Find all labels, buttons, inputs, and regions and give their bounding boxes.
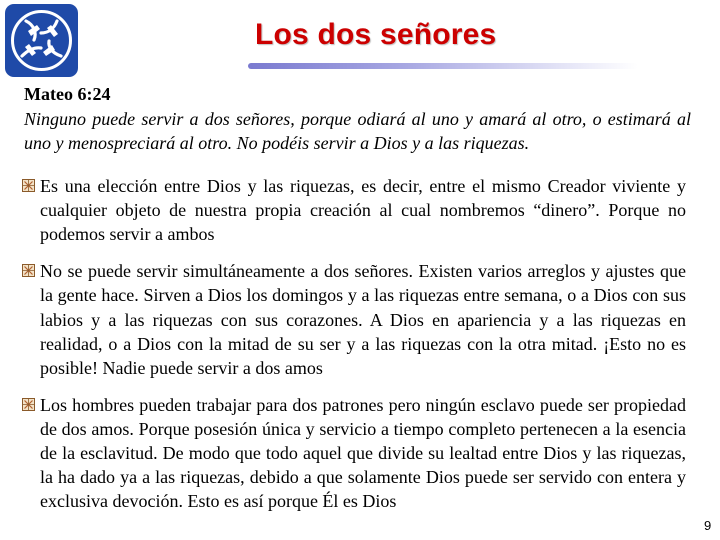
bullet-list	[22, 174, 686, 526]
slide-title: Los dos señores	[255, 18, 497, 51]
title-underline-bar	[248, 63, 638, 69]
bullet-item	[22, 259, 686, 380]
bullet-text: No se puede servir simultáneamente a dos señores. Existen varios arreglos y ajustes que la gente hace. Sirven a Dios los domingos y a las riquezas entre semana, o a Dios con sus labios y a las riquezas con sus corazones. A Dios en apariencia y a las riquezas en realidad, o a Dios con la mitad de su ser y a las riquezas con la otra mitad. ¡Esto no es posible! Nadie puede servir a dos amos	[40, 261, 686, 378]
square-bullet-icon	[22, 398, 35, 411]
hands-circle-logo-icon	[4, 3, 79, 78]
page-number: 9	[704, 518, 712, 533]
bullet-text: Los hombres pueden trabajar para dos patrones pero ningún esclavo puede ser propiedad de dos amos. Porque posesión única y servicio a tiempo completo pertenecen a la esencia de la esclavitud. De modo que todo aquel que divide su lealtad entre Dios y las riquezas, la ha dado ya a las riquezas, debido a que solamente Dios puede ser servido con entera y exclusiva devoción. Esto es así porque Él es Dios	[40, 394, 686, 512]
bullet-item	[22, 393, 686, 514]
bullet-text: Es una elección entre Dios y las riquezas, es decir, entre el mismo Creador viviente y cualquier objeto de nuestra propia creación al cual nombremos “dinero”. Porque no podemos servir a ambos	[40, 176, 686, 245]
bullet-item	[22, 174, 686, 247]
scripture-reference: Mateo 6:24	[24, 84, 111, 104]
square-bullet-icon	[22, 264, 35, 277]
scripture-quote: Ninguno puede servir a dos señores, porque odiará al uno y amará al otro, o estimará al uno y menospreciará al otro. No podéis servir a Dios y a las riquezas.	[24, 109, 691, 153]
square-bullet-icon	[22, 179, 35, 192]
